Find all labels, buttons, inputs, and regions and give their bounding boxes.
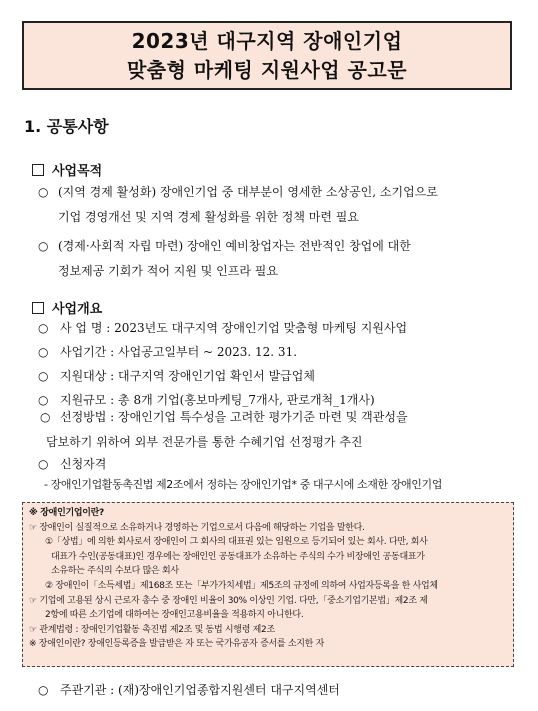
title-line-1: 2023년 대구지역 장애인기업 (131, 28, 403, 53)
title-line-2: 맞춤형 마케팅 지원사업 공고문 (126, 57, 408, 82)
circle-bullet-icon: ○ (38, 239, 49, 253)
circle-bullet-icon: ○ (38, 393, 49, 407)
note-title: ※ 장애인기업이란? (29, 508, 104, 518)
organizer (38, 680, 340, 701)
overview-heading-label: 사업개요 (52, 302, 103, 317)
note-line-9: ※ 장애인이란? 장애인등록증을 발급받은 자 또는 국가유공자 증서를 소지한 자 (29, 639, 324, 650)
note-line-5: ② 장애인이「소득세법」제168조 또는「부가가치세법」제5조의 규정에 의하여 사업자등록을 한 사업체 (45, 580, 438, 591)
overview-selection (40, 405, 408, 455)
circle-bullet-icon: ○ (38, 683, 49, 697)
circle-bullet-icon: ○ (38, 321, 49, 335)
overview-item-2 (38, 342, 297, 363)
overview-eligibility (38, 454, 106, 475)
overview-item-1-text: 사 업 명 : 2023년도 대구지역 장애인기업 맞춤형 마케팅 지원사업 (60, 321, 408, 335)
note-line-7: 2항에 따른 소기업에 대하여는 장애인고용비율을 적용하지 아니한다. (45, 610, 304, 621)
circle-bullet-icon: ○ (38, 185, 49, 199)
purpose-item-2 (38, 234, 411, 284)
note-line-3: 대표가 수인(공동대표)인 경우에는 장애인인 공동대표가 소유하는 주식의 수가 비장애인 공동대표가 (51, 551, 425, 562)
overview-item-2-text: 사업기간 : 사업공고일부터 ~ 2023. 12. 31. (60, 345, 298, 359)
overview-item-4-text: 지원규모 : 총 8개 기업(홍보마케팅_7개사, 판로개척_1개사) (60, 393, 375, 407)
organizer-text: 주관기관 : (재)장애인기업종합지원센터 대구지역센터 (60, 683, 340, 697)
definition-note-box (22, 502, 514, 667)
note-line-4: 소유하는 주식의 수보다 많은 회사 (51, 566, 179, 577)
purpose-item-2-line-2: 정보제공 기회가 적어 지원 및 인프라 필요 (58, 264, 278, 278)
note-line-6: ☞ 기업에 고용된 상시 근로자 총수 중 장애인 비율이 30% 이상인 기업. 다만,「중소기업기본법」제2조 제 (29, 595, 428, 606)
overview-eligibility-text: 신청자격 (60, 457, 107, 471)
overview-item-3-text: 지원대상 : 대구지역 장애인기업 확인서 발급업체 (60, 369, 315, 383)
purpose-item-1-line-1: (지역 경제 활성화) 장애인기업 중 대부분이 영세한 소상공인, 소기업으로 (58, 185, 438, 199)
purpose-heading (32, 160, 102, 179)
square-bullet-icon (32, 302, 44, 314)
overview-item-3 (38, 366, 315, 387)
title-box (22, 21, 512, 90)
overview-item-1 (38, 318, 407, 339)
purpose-heading-label: 사업목적 (52, 164, 103, 179)
overview-selection-line-1: 선정방법 : 장애인기업 특수성을 고려한 평가기준 마련 및 객관성을 (60, 410, 408, 424)
purpose-item-2-line-1: (경제·사회적 자립 마련) 장애인 예비창업자는 전반적인 창업에 대한 (58, 239, 411, 253)
circle-bullet-icon: ○ (38, 457, 49, 471)
eligibility-detail: - 장애인기업활동촉진법 제2조에서 정하는 장애인기업* 중 대구시에 소재한 장애인기업 (44, 478, 442, 491)
overview-heading (32, 298, 102, 317)
section-heading: 1. 공통사항 (24, 117, 109, 136)
purpose-item-1-line-2: 기업 경영개선 및 지역 경제 활성화를 위한 정책 마련 필요 (58, 210, 359, 224)
note-line-1: ☞ 장애인이 실질적으로 소유하거나 경영하는 기업으로서 다음에 해당하는 기업을 말한다. (29, 522, 365, 533)
square-bullet-icon (32, 164, 44, 176)
purpose-item-1 (38, 180, 438, 230)
note-line-2: ①「상법」에 의한 회사로서 장애인이 그 회사의 대표권 있는 임원으로 등기되어 있는 회사. 다만, 회사 (45, 537, 428, 548)
circle-bullet-icon: ○ (40, 410, 51, 424)
circle-bullet-icon: ○ (38, 345, 49, 359)
circle-bullet-icon: ○ (38, 369, 49, 383)
note-line-8: ☞ 관계법령 : 장애인기업활동 촉진법 제2조 및 동법 시행령 제2조 (29, 624, 275, 635)
overview-selection-line-2: 담보하기 위하여 외부 전문가를 통한 수혜기업 선정평가 추진 (46, 435, 363, 449)
